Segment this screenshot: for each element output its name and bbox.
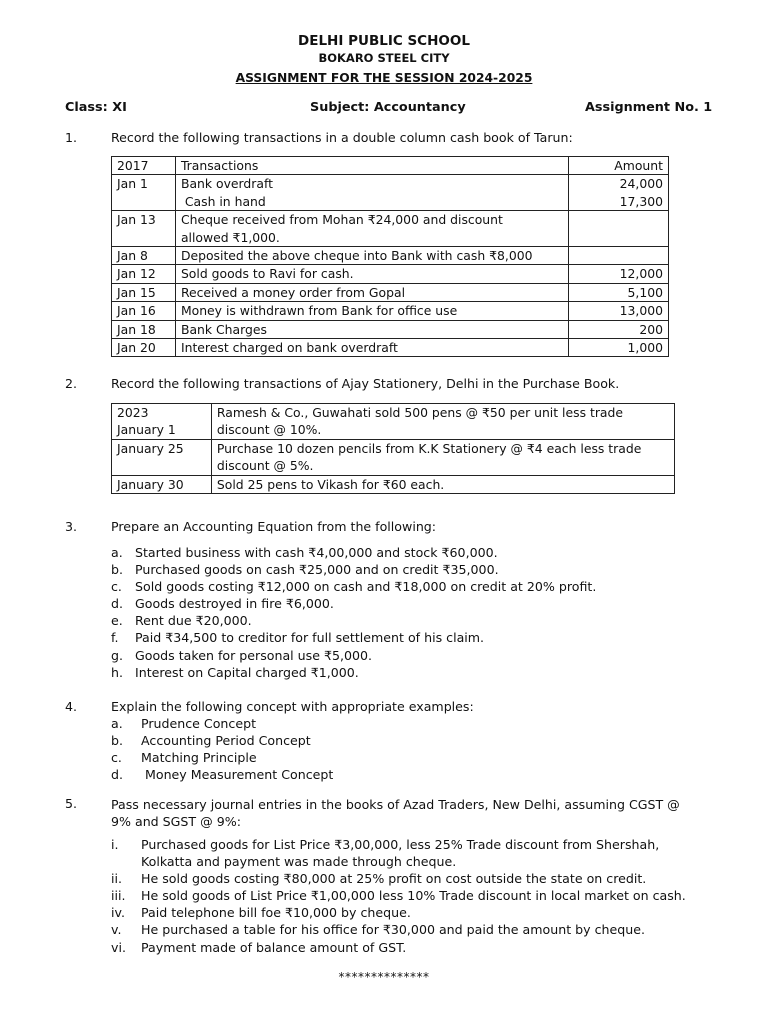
class-label: Class: XI [65,100,127,115]
row-date [112,404,212,440]
q2-number: 2. [65,376,78,391]
item-text: Sold goods costing ₹12,000 on cash and ₹18,000 on credit at 20% profit. [135,579,597,595]
row-transaction-line: allowed ₹1,000. [180,229,280,245]
row-date: Jan 18 [112,320,176,338]
row-amount [569,175,669,211]
row-date: Jan 12 [112,265,176,283]
q4-text: Explain the following concept with appropriate examples: [111,699,474,714]
row-transaction-line: discount @ 10%. [216,422,322,438]
table-header-row [112,157,669,175]
row-transaction: Bank Charges [175,320,568,338]
row-date: January 30 [112,475,212,493]
list-item [111,561,596,578]
row-date-line: 2023 [117,405,149,420]
row-transaction-line: Cheque received from Mohan ₹24,000 and discount [180,212,503,228]
row-transaction-line: Ramesh & Co., Guwahati sold 500 pens @ ₹50 per unit less trade [216,405,623,420]
item-text: Accounting Period Concept [141,733,311,749]
list-item [111,544,596,561]
row-amount-line: 17,300 [619,193,663,209]
table-row [112,283,669,301]
table-row [112,439,675,475]
item-text: Purchased goods on cash ₹25,000 and on credit ₹35,000. [135,562,499,578]
item-text: Paid telephone bill foe ₹10,000 by cheque. [141,905,411,921]
item-label: e. [111,613,123,629]
table-row [112,211,669,247]
row-transaction: Sold goods to Ravi for cash. [175,265,568,283]
table-row [112,475,675,493]
q4-number: 4. [65,699,78,714]
row-transaction-line: Cash in hand [180,193,266,209]
list-item [111,664,596,681]
item-label: f. [111,630,119,646]
q4-list [111,715,333,783]
item-text: Interest on Capital charged ₹1,000. [135,664,359,680]
school-city: BOKARO STEEL CITY [318,51,450,65]
cash-book-table [111,156,669,357]
list-item [111,870,686,887]
header-amount: Amount [569,157,669,175]
item-text: Matching Principle [141,750,257,766]
row-transaction: Sold 25 pens to Vikash for ₹60 each. [211,475,674,493]
row-date: January 25 [112,439,212,475]
header-transactions: Transactions [175,157,568,175]
q1-number: 1. [65,130,78,145]
q5-text [111,796,680,830]
table-row [112,175,669,211]
row-transaction-line: discount @ 5%. [216,458,314,474]
subject-label: Subject: Accountancy [310,100,466,115]
row-amount: 12,000 [569,265,669,283]
list-item [111,939,686,956]
item-text: Prudence Concept [141,716,257,731]
item-text: Payment made of balance amount of GST. [141,939,407,955]
table-row [112,339,669,357]
row-transaction [211,439,674,475]
list-item [111,595,596,612]
list-item [111,836,686,853]
row-transaction: Interest charged on bank overdraft [175,339,568,357]
item-text: Goods destroyed in fire ₹6,000. [135,596,334,612]
item-label: c. [111,750,122,766]
row-date: Jan 15 [112,283,176,301]
header-date: 2017 [112,157,176,175]
item-text: Money Measurement Concept [141,767,334,783]
row-transaction: Received a money order from Gopal [175,283,568,301]
row-transaction [175,175,568,211]
q5-text-line: Pass necessary journal entries in the books of Azad Traders, New Delhi, assuming CGST @ [111,797,680,812]
end-stars: ************** [338,970,430,984]
q2-text: Record the following transactions of Ajay Stationery, Delhi in the Purchase Book. [111,376,620,391]
row-amount-line: 24,000 [619,176,663,192]
list-item [111,647,596,664]
row-date: Jan 16 [112,302,176,320]
list-item [111,766,333,783]
row-date: Jan 20 [112,339,176,357]
table-row [112,247,669,265]
row-amount: 13,000 [569,302,669,320]
row-amount: 1,000 [569,339,669,357]
item-text: Rent due ₹20,000. [135,613,252,629]
q3-number: 3. [65,519,78,534]
list-item [111,853,686,870]
row-transaction [175,211,568,247]
row-amount: 200 [569,320,669,338]
table-row [112,320,669,338]
table-row [112,302,669,320]
row-date: Jan 8 [112,247,176,265]
list-item [111,612,596,629]
item-label: vi. [111,939,126,955]
row-date-line: January 1 [117,422,176,438]
q1-text: Record the following transactions in a double column cash book of Tarun: [111,130,573,145]
list-item [111,749,333,766]
row-date: Jan 1 [112,175,176,211]
item-label: iv. [111,905,125,921]
item-label: a. [111,545,123,560]
row-date: Jan 13 [112,211,176,247]
item-label: b. [111,733,123,749]
row-transaction [211,404,674,440]
item-label: iii. [111,888,126,904]
table-row [112,404,675,440]
item-label: v. [111,922,122,938]
table-row [112,265,669,283]
item-text: He sold goods costing ₹80,000 at 25% profit on cost outside the state on credit. [141,871,647,887]
item-label: d. [111,767,123,783]
q3-text: Prepare an Accounting Equation from the following: [111,519,437,534]
list-item [111,715,333,732]
item-text: Kolkatta and payment was made through cheque. [141,854,457,870]
list-item [111,578,596,595]
list-item [111,887,686,904]
session-title: ASSIGNMENT FOR THE SESSION 2024-2025 [235,71,533,85]
row-transaction-line: Bank overdraft [180,176,273,192]
q3-list [111,544,596,681]
list-item [111,629,596,646]
item-label: c. [111,579,122,595]
item-text: Purchased goods for List Price ₹3,00,000, less 25% Trade discount from Shershah, [141,837,660,852]
item-text: Started business with cash ₹4,00,000 and stock ₹60,000. [135,545,498,560]
item-label: g. [111,647,123,663]
item-text: He sold goods of List Price ₹1,00,000 less 10% Trade discount in local market on cash. [141,888,686,904]
item-text: Paid ₹34,500 to creditor for full settlement of his claim. [135,630,485,646]
list-item [111,904,686,921]
item-label: ii. [111,871,123,887]
item-label: d. [111,596,123,612]
purchase-book-table [111,403,675,494]
school-name: DELHI PUBLIC SCHOOL [298,33,470,49]
item-text: He purchased a table for his office for ₹30,000 and paid the amount by cheque. [141,922,645,938]
row-transaction-line: Purchase 10 dozen pencils from K.K Stationery @ ₹4 each less trade [216,440,642,456]
item-label: a. [111,716,123,731]
item-label: b. [111,562,123,578]
assignment-number: Assignment No. 1 [585,100,713,115]
item-text: Goods taken for personal use ₹5,000. [135,647,373,663]
q5-number: 5. [65,796,78,811]
list-item [111,921,686,938]
item-label: i. [111,837,119,852]
row-amount [569,211,669,247]
list-item [111,732,333,749]
item-label: h. [111,664,123,680]
q5-list [111,836,686,956]
row-transaction: Money is withdrawn from Bank for office use [175,302,568,320]
row-transaction: Deposited the above cheque into Bank with cash ₹8,000 [175,247,568,265]
q5-text-line: 9% and SGST @ 9%: [111,814,241,830]
row-amount: 5,100 [569,283,669,301]
row-amount [569,247,669,265]
